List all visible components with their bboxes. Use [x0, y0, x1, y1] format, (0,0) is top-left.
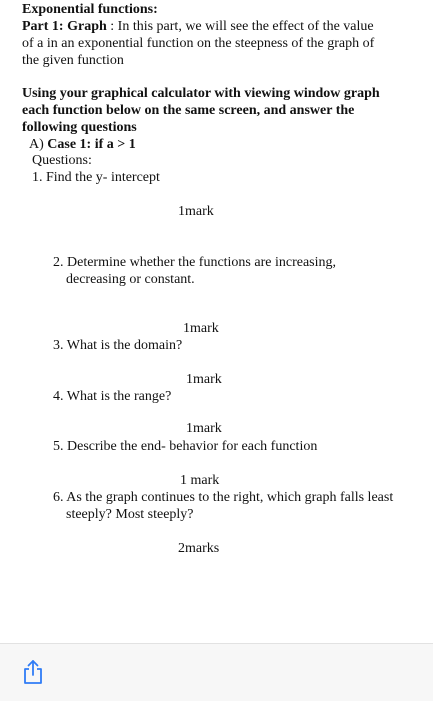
question-5-mark: 1 mark	[180, 473, 220, 488]
question-4: 4. What is the range?	[53, 389, 172, 404]
question-6-line-2: steeply? Most steeply?	[66, 507, 194, 522]
part1-label: Part 1:	[22, 19, 64, 34]
intro-line-2: of a in an exponential function on the steepness of the graph of	[22, 36, 375, 51]
question-2-line-1: 2. Determine whether the functions are increasing,	[53, 255, 337, 270]
intro-line-3: the given function	[22, 53, 124, 68]
instruction-line-3: following questions	[22, 120, 137, 135]
case-heading	[29, 136, 136, 153]
questions-label: Questions:	[32, 153, 92, 168]
graph-label: Graph	[67, 19, 107, 34]
share-button[interactable]	[22, 659, 44, 685]
intro-line-1	[22, 18, 374, 35]
share-icon	[22, 659, 44, 685]
intro-text-1: : In this part, we will see the effect of the value	[106, 19, 374, 34]
question-3-mark: 1mark	[186, 372, 222, 387]
bottom-toolbar	[0, 643, 433, 701]
question-1-mark: 1mark	[178, 204, 214, 219]
question-5: 5. Describe the end- behavior for each function	[53, 439, 318, 454]
case-label: Case 1: if a > 1	[47, 137, 136, 152]
question-3: 3. What is the domain?	[53, 338, 183, 353]
instruction-line-1: Using your graphical calculator with viewing window graph	[22, 86, 380, 101]
question-2-mark: 1mark	[183, 321, 219, 336]
question-1: 1. Find the y- intercept	[32, 170, 160, 185]
doc-title: Exponential functions:	[22, 2, 158, 17]
question-2-line-2: decreasing or constant.	[66, 272, 195, 287]
question-6-mark: 2marks	[178, 541, 220, 556]
question-4-mark: 1mark	[186, 421, 222, 436]
case-prefix: A)	[29, 137, 48, 152]
instruction-line-2: each function below on the same screen, and answer the	[22, 103, 355, 118]
question-6-line-1: 6. As the graph continues to the right, which graph falls least	[53, 490, 394, 505]
